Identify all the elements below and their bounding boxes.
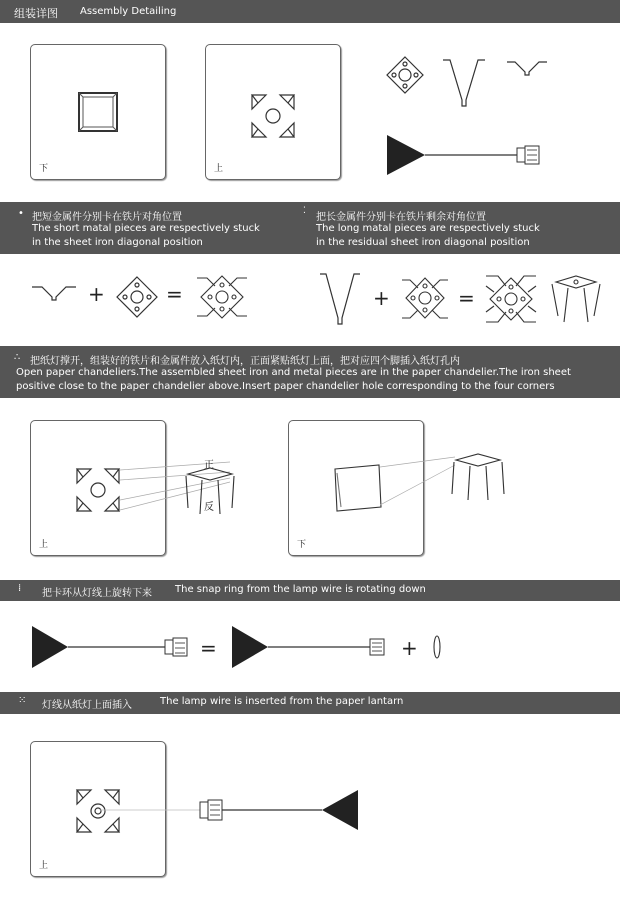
step4-en: The lamp wire is inserted from the paper lantarn [160,696,404,707]
equals-sign: = [200,636,217,660]
assembled-plate-full-icon [484,272,539,327]
long-metal-piece-icon [440,58,490,113]
header-title-cn: 组装详图 [14,7,58,20]
equals-sign: = [166,282,183,306]
sheet-panel-top [205,44,341,180]
diamond-plate-icon [385,55,435,105]
four-dot-icon: ⁞ [18,583,22,594]
step3-en: The snap ring from the lamp wire is rotating down [175,584,426,595]
panel-label: 上 [39,861,49,871]
step4-cn: 灯线从纸灯上面插入 [42,700,132,711]
step3-cn: 把卡环从灯线上旋转下来 [42,588,152,599]
step1-bar [0,202,620,254]
lamp-wire-with-ring-icon [30,622,190,672]
step1-right-cn: 把长金属件分别卡在铁片剩余对角位置 [316,212,486,223]
front-label: 正 [204,460,214,471]
step1-left-en-2: in the sheet iron diagonal position [32,237,203,248]
back-label: 反 [204,502,214,513]
sheet-iron-illustration [206,45,340,179]
long-metal-piece-icon [318,272,363,330]
snap-ring-icon [430,632,446,662]
short-metal-piece-icon [505,58,550,83]
double-dot-icon: ⁚ [303,206,306,216]
assembled-plate-short-icon [400,272,450,327]
step2-en-1: Open paper chandeliers.The assembled sheet iron and metal pieces are in the paper chandelier.The iron sheet [16,367,571,378]
step2-cn: 把纸灯撑开，组装好的铁片和金属件放入纸灯内，正面紧贴纸灯上面，把对应四个脚插入纸灯孔内 [30,356,460,367]
panel-label: 上 [39,540,49,550]
step1-left-en-1: The short matal pieces are respectively stuck [32,223,260,234]
step1-right-en-1: The long matal pieces are respectively stuck [316,223,540,234]
bullet-icon: • [18,208,24,219]
lamp-wire-insert-icon [100,788,362,838]
lamp-wire-icon [230,622,390,672]
square-frame-illustration [31,45,165,179]
step2-bar [0,346,620,398]
step3-bar [0,580,620,601]
short-metal-piece-icon [30,283,80,308]
frame-with-legs-icon [448,448,508,508]
step1-left-cn: 把短金属件分别卡在铁片对角位置 [32,212,182,223]
step4-bar [0,692,620,714]
lamp-wire-assembly-illustration [385,130,550,180]
header-title-en: Assembly Detailing [80,6,177,17]
panel-label: 下 [39,164,49,174]
panel-label: 上 [214,164,224,174]
sheet-panel-bottom [30,44,166,180]
diamond-plate-icon [115,275,160,320]
step1-right-en-2: in the residual sheet iron diagonal position [316,237,530,248]
assembled-frame-with-legs-icon [548,272,603,327]
step2-en-2: positive close to the paper chandelier above.Insert paper chandelier hole corresponding to the four corners [16,381,555,392]
equals-sign: = [458,286,475,310]
header-bar [0,0,620,23]
plus-sign: + [373,286,390,310]
plus-sign: + [88,282,105,306]
panel-label: 下 [297,540,307,550]
assembled-plate-short-icon [195,270,250,325]
three-dot-icon: ∴ [14,352,21,363]
plus-sign: + [401,636,418,660]
five-dot-icon: ⁙ [18,695,27,706]
